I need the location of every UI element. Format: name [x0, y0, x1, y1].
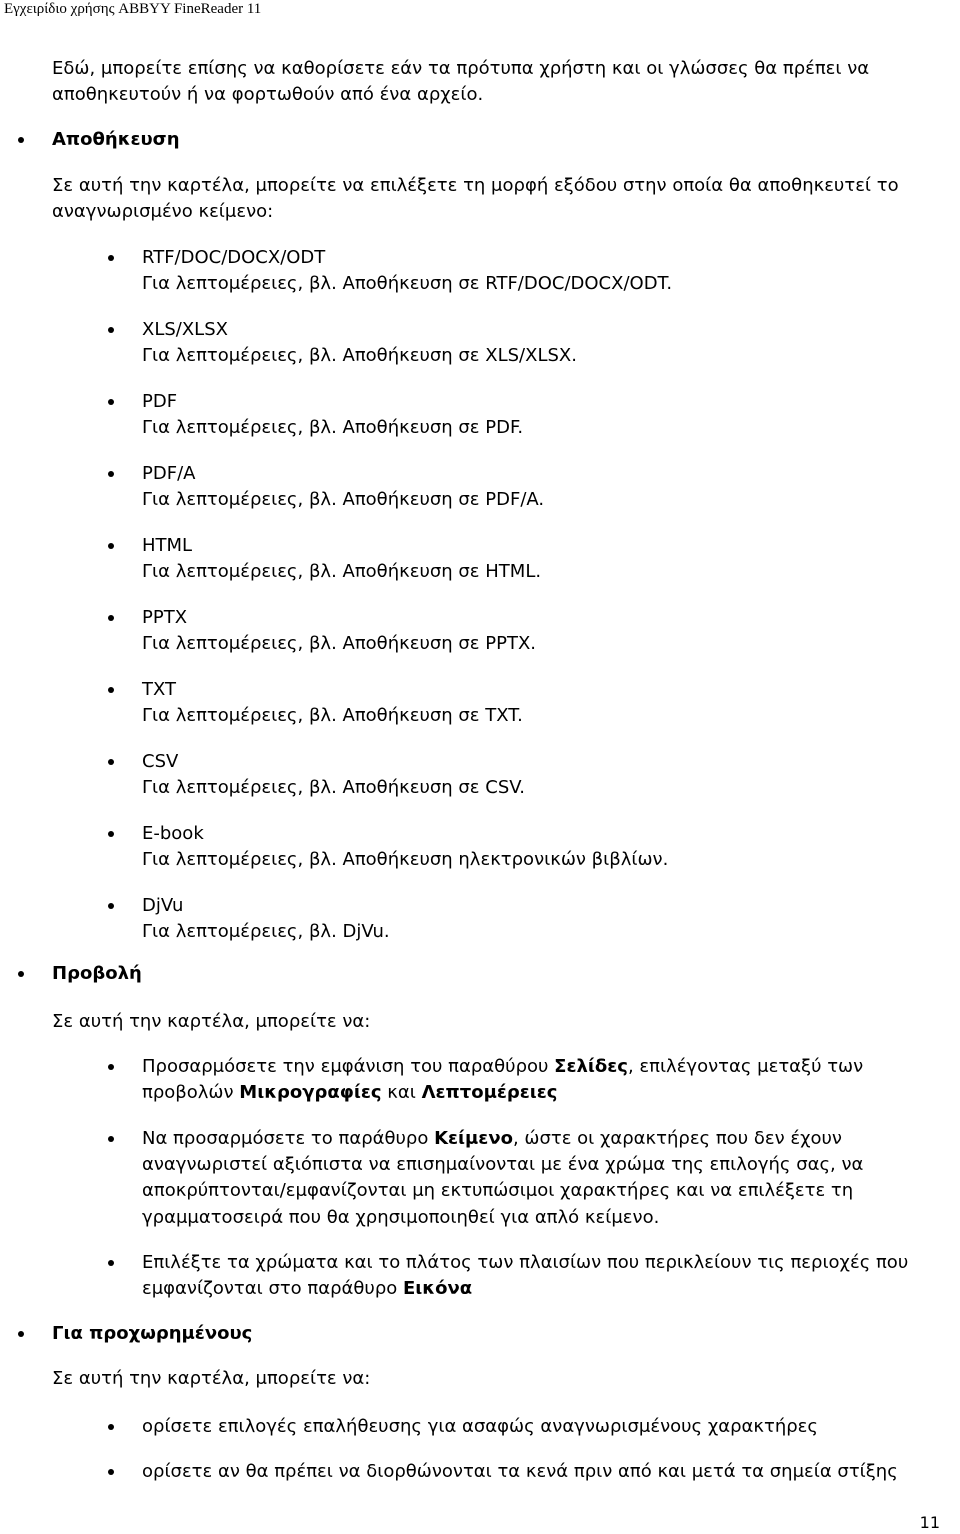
save-heading: Αποθήκευση — [52, 129, 180, 150]
format-name: CSV — [142, 751, 179, 772]
view-item-1-line-2: προβολών Μικρογραφίες και Λεπτομέρειες — [142, 1082, 558, 1103]
format-name: RTF/DOC/DOCX/ODT — [142, 247, 326, 268]
format-detail: Για λεπτομέρειες, βλ. Αποθήκευση σε PPTX. — [142, 633, 537, 654]
save-desc-line-2: αναγνωρισμένο κείμενο: — [52, 201, 274, 222]
bullet-icon — [108, 471, 114, 477]
format-detail: Για λεπτομέρειες, βλ. Αποθήκευση σε PDF. — [142, 417, 524, 438]
bullet-icon — [108, 1260, 114, 1266]
format-name: HTML — [142, 535, 193, 556]
format-detail: Για λεπτομέρειες, βλ. Αποθήκευση σε PDF/A. — [142, 489, 545, 510]
bullet-icon — [108, 327, 114, 333]
text-window-name: Κείμενο — [434, 1128, 513, 1149]
page-number: 11 — [919, 1513, 940, 1532]
bullet-icon — [18, 1331, 24, 1337]
advanced-heading: Για προχωρημένους — [52, 1323, 253, 1344]
bullet-icon — [108, 399, 114, 405]
bullet-icon — [108, 1424, 114, 1430]
view-item-2-line-3: αποκρύπτονται/εμφανίζονται μη εκτυπώσιμοι χαρακτήρες και να επιλέξετε τη — [142, 1180, 854, 1201]
bullet-icon — [108, 1064, 114, 1070]
bullet-icon — [108, 1136, 114, 1142]
intro-line-1: Εδώ, μπορείτε επίσης να καθορίσετε εάν τα πρότυπα χρήστη και οι γλώσσες θα πρέπει να — [52, 58, 870, 79]
format-detail: Για λεπτομέρειες, βλ. Αποθήκευση σε TXT. — [142, 705, 523, 726]
view-heading: Προβολή — [52, 963, 142, 984]
view-item-3-line-2: εμφανίζονται στο παράθυρο Εικόνα — [142, 1278, 473, 1299]
format-name: PDF/A — [142, 463, 196, 484]
format-name: PPTX — [142, 607, 188, 628]
bullet-icon — [108, 615, 114, 621]
running-header: Εγχειρίδιο χρήσης ABBYY FineReader 11 — [4, 1, 262, 17]
format-detail: Για λεπτομέρειες, βλ. Αποθήκευση σε XLS/XLSX. — [142, 345, 577, 366]
details-view-name: Λεπτομέρειες — [421, 1082, 558, 1103]
format-detail: Για λεπτομέρειες, βλ. Αποθήκευση σε HTML. — [142, 561, 542, 582]
view-desc: Σε αυτή την καρτέλα, μπορείτε να: — [52, 1011, 371, 1032]
bullet-icon — [108, 759, 114, 765]
format-name: TXT — [142, 679, 177, 700]
view-item-2-line-4: γραμματοσειρά που θα χρησιμοποιηθεί για απλό κείμενο. — [142, 1207, 660, 1228]
format-detail: Για λεπτομέρειες, βλ. Αποθήκευση σε CSV. — [142, 777, 525, 798]
format-name: E-book — [142, 823, 204, 844]
bullet-icon — [18, 137, 24, 143]
save-desc-line-1: Σε αυτή την καρτέλα, μπορείτε να επιλέξετε τη μορφή εξόδου στην οποία θα αποθηκευτεί το — [52, 175, 899, 196]
bullet-icon — [108, 255, 114, 261]
bullet-icon — [108, 1469, 114, 1475]
bullet-icon — [108, 687, 114, 693]
pages-window-name: Σελίδες — [554, 1056, 628, 1077]
view-item-1-line-1: Προσαρμόσετε την εμφάνιση του παραθύρου Σελίδες, επιλέγοντας μεταξύ των — [142, 1056, 864, 1077]
image-window-name: Εικόνα — [403, 1278, 473, 1299]
bullet-icon — [108, 543, 114, 549]
format-detail: Για λεπτομέρειες, βλ. Αποθήκευση ηλεκτρονικών βιβλίων. — [142, 849, 669, 870]
format-name: XLS/XLSX — [142, 319, 228, 340]
advanced-item-2: ορίσετε αν θα πρέπει να διορθώνονται τα κενά πριν από και μετά τα σημεία στίξης — [142, 1461, 898, 1482]
view-item-2-line-1: Να προσαρμόσετε το παράθυρο Κείμενο, ώστε οι χαρακτήρες που δεν έχουν — [142, 1128, 842, 1149]
format-name: PDF — [142, 391, 178, 412]
format-detail: Για λεπτομέρειες, βλ. DjVu. — [142, 921, 390, 942]
view-item-2-line-2: αναγνωριστεί αξιόπιστα να επισημαίνονται με ένα χρώμα της επιλογής σας, να — [142, 1154, 864, 1175]
view-item-3-line-1: Επιλέξτε τα χρώματα και το πλάτος των πλαισίων που περικλείουν τις περιοχές που — [142, 1252, 909, 1273]
advanced-item-1: ορίσετε επιλογές επαλήθευσης για ασαφώς αναγνωρισμένους χαρακτήρες — [142, 1416, 818, 1437]
bullet-icon — [18, 971, 24, 977]
format-name: DjVu — [142, 895, 184, 916]
thumbnails-view-name: Μικρογραφίες — [239, 1082, 382, 1103]
advanced-desc: Σε αυτή την καρτέλα, μπορείτε να: — [52, 1368, 371, 1389]
bullet-icon — [108, 831, 114, 837]
bullet-icon — [108, 903, 114, 909]
intro-line-2: αποθηκευτούν ή να φορτωθούν από ένα αρχείο. — [52, 84, 484, 105]
format-detail: Για λεπτομέρειες, βλ. Αποθήκευση σε RTF/DOC/DOCX/ODT. — [142, 273, 673, 294]
